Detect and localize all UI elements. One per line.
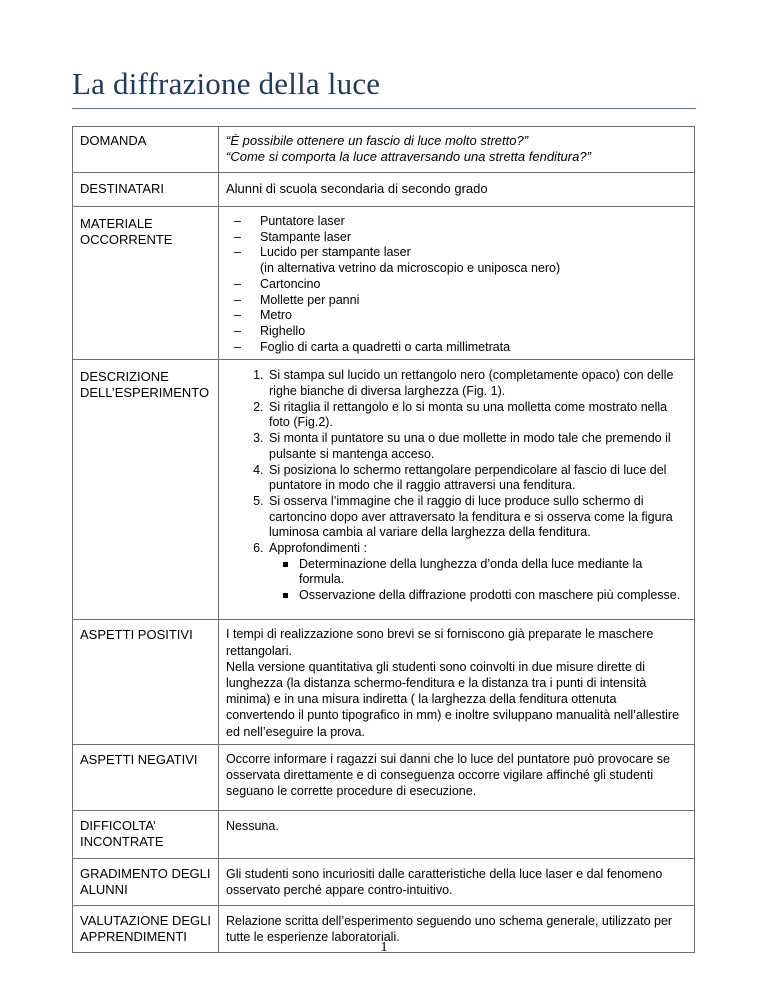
label-difficolta-line2: INCONTRATE (80, 833, 164, 849)
value-negativi (219, 744, 695, 810)
deepening-item: Determinazione della lunghezza d’onda della luce mediante la formula. (297, 557, 687, 588)
procedure-step (267, 541, 687, 604)
material-item: – Righello (260, 324, 687, 340)
material-note: (in alternativa vetrino da microscopio e uniposca nero) (260, 261, 561, 276)
title-underline (72, 108, 696, 109)
material-item: – Stampante laser (260, 230, 687, 246)
material-item: – Foglio di carta a quadretti o carta millimetrata (260, 340, 687, 356)
value-materiale (219, 207, 695, 360)
label-gradimento-line1: GRADIMENTO DEGLI (80, 865, 211, 881)
row-positivi (73, 620, 695, 744)
label-materiale-line2: OCCORRENTE (80, 232, 173, 247)
material-item: – Cartoncino (260, 277, 687, 293)
value-descrizione (219, 360, 695, 620)
procedure-step: 3. Si monta il puntatore su una o due mollette in modo tale che premendo il pulsante si mantenga acceso. (267, 431, 687, 462)
difficulty-text: Nessuna. (226, 818, 279, 833)
row-destinatari (73, 173, 695, 207)
label-valutazione-line1: VALUTAZIONE DEGLI (80, 912, 211, 928)
positive-paragraph: Nella versione quantitativa gli studenti sono coinvolti in due misure dirette di lunghezza (la distanza schermo-fenditura e la distanza tra i punti di intensità minima) e in una misura indiretta ( la larghezza della fenditura ottenuta convertendo il punto tipografico in mm) e inoltre sviluppano manualità nell’allestire ed nell’eseguire la prova. (226, 659, 680, 739)
label-descrizione (73, 360, 219, 620)
row-domanda (73, 127, 695, 173)
label-materiale (73, 207, 219, 360)
label-difficolta (73, 810, 219, 858)
negative-paragraph: Occorre informare i ragazzi sui danni che lo luce del puntatore può provocare se osservata direttamente e di conseguenza occorre vigilare affinché gli studenti seguano le corrette procedure di esecuzione. (226, 751, 670, 799)
material-item (260, 245, 687, 276)
material-item: – Puntatore laser (260, 214, 687, 230)
value-positivi (219, 620, 695, 744)
label-difficolta-line1: DIFFICOLTA’ (80, 817, 156, 833)
material-item-text: Lucido per stampante laser (260, 245, 411, 260)
row-difficolta (73, 810, 695, 858)
document-title: La diffrazione della luce (72, 66, 381, 101)
material-item: – Metro (260, 308, 687, 324)
label-destinatari: DESTINATARI (73, 173, 219, 207)
experiment-table (72, 126, 695, 953)
label-positivi: ASPETTI POSITIVI (73, 620, 219, 744)
value-difficolta (219, 810, 695, 858)
row-gradimento (73, 858, 695, 905)
deepening-item: Osservazione della diffrazione prodotti con maschere più complesse. (297, 588, 687, 604)
label-negativi: ASPETTI NEGATIVI (73, 744, 219, 810)
label-gradimento (73, 858, 219, 905)
question-line-2: “Come si comporta la luce attraversando una stretta fenditura?” (226, 149, 591, 164)
page-number: 1 (380, 940, 388, 955)
row-negativi (73, 744, 695, 810)
appreciation-text: Gli studenti sono incuriositi dalle caratteristiche della luce laser e dal fenomeno osservato perché appare contro-intuitivo. (226, 866, 663, 897)
procedure-step: 5. Si osserva l’immagine che il raggio di luce produce sullo schermo di cartoncino dopo aver attraversato la fenditura e si osserva come la figura luminosa cambia al variare della larghezza della fenditura. (267, 494, 687, 541)
procedure-steps (226, 368, 687, 604)
positive-paragraph: I tempi di realizzazione sono brevi se si forniscono già preparate le maschere rettangolari. (226, 627, 654, 658)
value-destinatari: Alunni di scuola secondaria di secondo grado (219, 173, 695, 207)
label-domanda: DOMANDA (73, 127, 219, 173)
label-descrizione-line1: DESCRIZIONE (80, 369, 169, 385)
row-materiale (73, 207, 695, 360)
label-valutazione-line2: APPRENDIMENTI (80, 928, 187, 944)
evaluation-text: Relazione scritta dell’esperimento seguendo uno schema generale, utilizzato per tutte le esperienze laboratoriali. (226, 913, 673, 944)
procedure-step: 4. Si posiziona lo schermo rettangolare perpendicolare al fascio di luce del puntatore in modo che il raggio attraversi una fenditura. (267, 463, 687, 494)
procedure-step: 1. Si stampa sul lucido un rettangolo nero (completamente opaco) con delle righe bianche di diversa larghezza (Fig. 1). (267, 368, 687, 399)
material-item: – Mollette per panni (260, 293, 687, 309)
label-descrizione-line2: DELL’ESPERIMENTO (80, 385, 210, 401)
value-gradimento (219, 858, 695, 905)
value-domanda (219, 127, 695, 173)
materials-list (226, 214, 687, 355)
procedure-step-text: Approfondimenti : (269, 541, 367, 556)
label-gradimento-line2: ALUNNI (80, 881, 128, 897)
label-materiale-line1: MATERIALE (80, 216, 153, 231)
deepening-list (269, 557, 687, 604)
procedure-step: 2. Si ritaglia il rettangolo e lo si monta su una molletta come mostrato nella foto (Fig.2). (267, 400, 687, 431)
question-line-1: “È possibile ottenere un fascio di luce molto stretto?” (226, 133, 529, 148)
row-descrizione (73, 360, 695, 620)
